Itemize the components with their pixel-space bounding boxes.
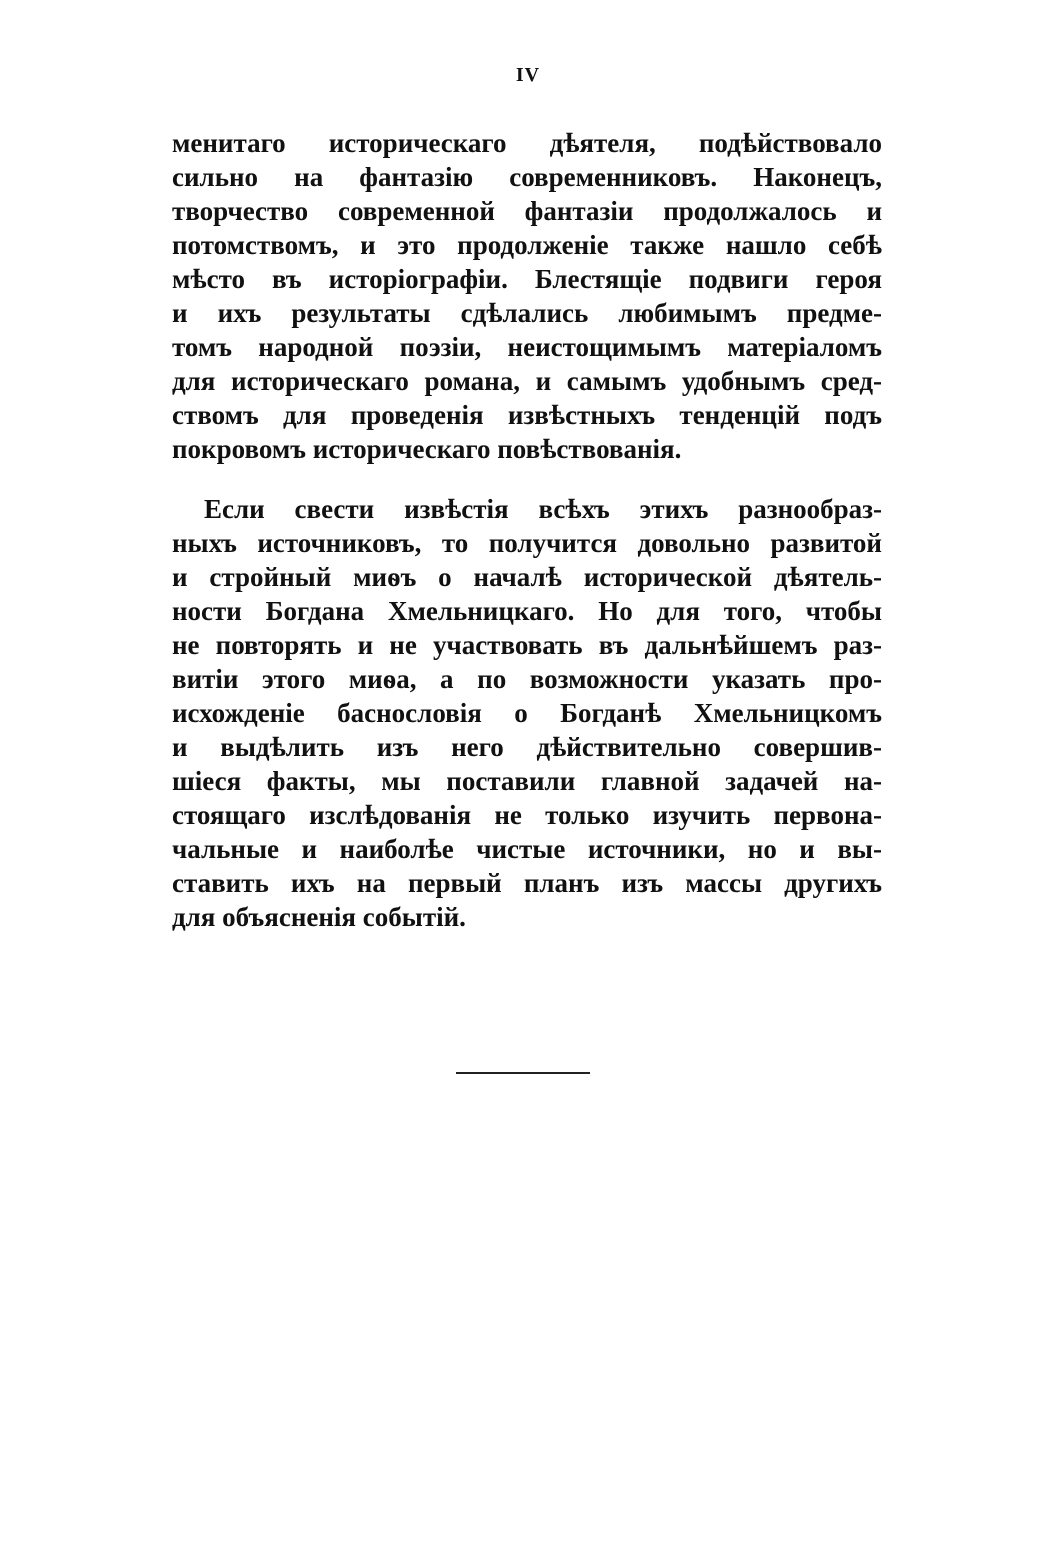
section-end-rule	[456, 1072, 590, 1074]
text-line: для объясненія событій.	[172, 902, 466, 932]
text-line: томъ народной поэзіи, неистощимымъ матеріаломъ	[172, 332, 882, 362]
text-line: и стройный миѳъ о началѣ исторической дѣятель-	[172, 562, 882, 592]
text-line: творчество современной фантазіи продолжалось и	[172, 196, 882, 226]
text-line: ствомъ для проведенія извѣстныхъ тенденцій подъ	[172, 400, 882, 430]
text-line: мѣсто въ исторіографіи. Блестящіе подвиги героя	[172, 264, 882, 294]
text-line: потомствомъ, и это продолженіе также нашло себѣ	[172, 230, 882, 260]
text-line: исхожденіе баснословія о Богданѣ Хмельницкомъ	[172, 698, 882, 728]
text-line: ныхъ источниковъ, то получится довольно развитой	[172, 528, 882, 558]
text-line: чальные и наиболѣе чистые источники, но и вы-	[172, 834, 882, 864]
text-line: стоящаго изслѣдованія не только изучить первона-	[172, 800, 882, 830]
text-line: ставить ихъ на первый планъ изъ массы другихъ	[172, 868, 882, 898]
text-line: Если свести извѣстія всѣхъ этихъ разнообраз-	[204, 494, 882, 524]
text-line: ности Богдана Хмельницкаго. Но для того, чтобы	[172, 596, 882, 626]
text-line: шіеся факты, мы поставили главной задачей на-	[172, 766, 882, 796]
paragraph-2	[172, 492, 882, 934]
text-line: витіи этого миѳа, а по возможности указать про-	[172, 664, 882, 694]
text-line: сильно на фантазію современниковъ. Наконецъ,	[172, 162, 882, 192]
text-line: и ихъ результаты сдѣлались любимымъ предме-	[172, 298, 882, 328]
paragraph-1	[172, 126, 882, 466]
text-line: не повторять и не участвовать въ дальнѣйшемъ раз-	[172, 630, 882, 660]
text-line: покровомъ историческаго повѣствованія.	[172, 434, 682, 464]
page-number: IV	[515, 64, 541, 86]
text-line: и выдѣлить изъ него дѣйствительно совершив-	[172, 732, 882, 762]
text-line: для историческаго романа, и самымъ удобнымъ сред-	[172, 366, 882, 396]
text-line: менитаго историческаго дѣятеля, подѣйствовало	[172, 128, 882, 158]
